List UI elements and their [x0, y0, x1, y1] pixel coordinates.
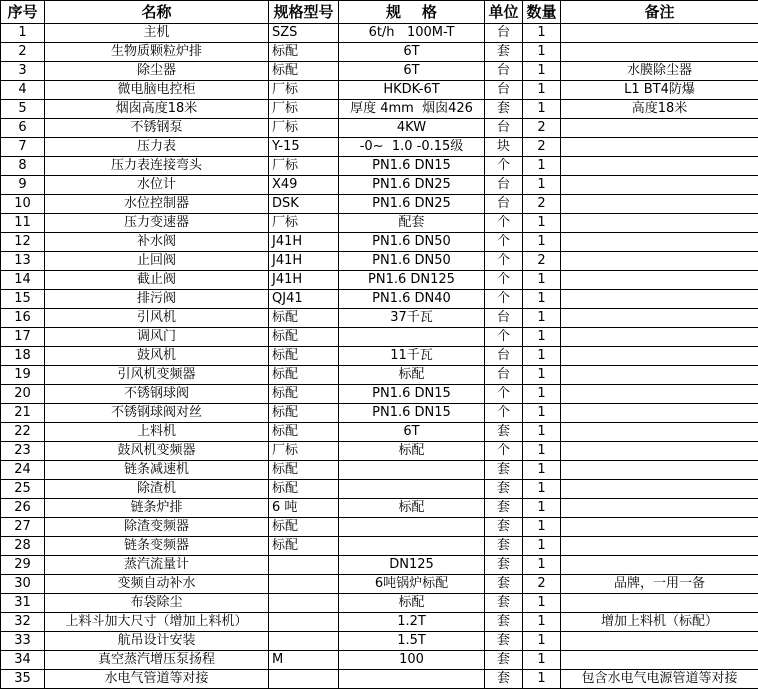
item-quantity: 1	[523, 556, 561, 575]
table-row	[1, 651, 758, 670]
item-name: 不锈钢球阀	[45, 385, 269, 404]
item-unit: 个	[485, 157, 523, 176]
item-unit: 套	[485, 594, 523, 613]
item-name: 链条减速机	[45, 461, 269, 480]
table-row	[1, 632, 758, 651]
item-model: QJ41	[269, 290, 339, 309]
item-quantity: 2	[523, 119, 561, 138]
item-model: 标配	[269, 461, 339, 480]
row-index: 22	[1, 423, 45, 442]
table-row	[1, 518, 758, 537]
item-name: 引风机变频器	[45, 366, 269, 385]
item-quantity: 1	[523, 214, 561, 233]
table-row	[1, 461, 758, 480]
item-model	[269, 632, 339, 651]
item-name: 除尘器	[45, 62, 269, 81]
item-remark	[561, 290, 758, 309]
item-model: 厂标	[269, 119, 339, 138]
row-index: 9	[1, 176, 45, 195]
item-remark	[561, 138, 758, 157]
item-unit: 个	[485, 214, 523, 233]
row-index: 10	[1, 195, 45, 214]
table-row	[1, 119, 758, 138]
item-unit: 个	[485, 328, 523, 347]
item-unit: 套	[485, 423, 523, 442]
table-row	[1, 404, 758, 423]
row-index: 25	[1, 480, 45, 499]
item-quantity: 1	[523, 480, 561, 499]
item-quantity: 1	[523, 537, 561, 556]
item-quantity: 1	[523, 461, 561, 480]
item-quantity: 1	[523, 518, 561, 537]
item-quantity: 1	[523, 100, 561, 119]
item-spec	[339, 461, 485, 480]
item-model	[269, 575, 339, 594]
item-spec: 标配	[339, 499, 485, 518]
item-unit: 个	[485, 271, 523, 290]
item-quantity: 1	[523, 309, 561, 328]
item-spec: 厚度 4mm 烟囱426	[339, 100, 485, 119]
row-index: 18	[1, 347, 45, 366]
item-unit: 台	[485, 119, 523, 138]
item-remark	[561, 214, 758, 233]
item-spec: PN1.6 DN25	[339, 176, 485, 195]
row-index: 32	[1, 613, 45, 632]
item-model: 厂标	[269, 157, 339, 176]
item-spec: 4KW	[339, 119, 485, 138]
item-unit: 套	[485, 537, 523, 556]
header-quantity: 数量	[523, 1, 561, 24]
header-spec: 规 格	[339, 1, 485, 24]
item-unit: 套	[485, 670, 523, 689]
item-model: DSK	[269, 195, 339, 214]
row-index: 33	[1, 632, 45, 651]
item-model	[269, 594, 339, 613]
item-unit: 台	[485, 309, 523, 328]
item-model: J41H	[269, 252, 339, 271]
item-remark	[561, 176, 758, 195]
item-quantity: 1	[523, 594, 561, 613]
row-index: 4	[1, 81, 45, 100]
table-row	[1, 556, 758, 575]
table-row	[1, 138, 758, 157]
item-name: 蒸汽流量计	[45, 556, 269, 575]
item-remark: 增加上料机（标配）	[561, 613, 758, 632]
row-index: 30	[1, 575, 45, 594]
item-spec: 6T	[339, 43, 485, 62]
item-unit: 台	[485, 24, 523, 43]
table-row	[1, 366, 758, 385]
row-index: 24	[1, 461, 45, 480]
item-unit: 套	[485, 632, 523, 651]
item-model: 厂标	[269, 214, 339, 233]
item-model: 标配	[269, 328, 339, 347]
item-quantity: 2	[523, 575, 561, 594]
item-model: M	[269, 651, 339, 670]
item-model: 标配	[269, 518, 339, 537]
header-index: 序号	[1, 1, 45, 24]
item-spec: 37千瓦	[339, 309, 485, 328]
item-unit: 套	[485, 480, 523, 499]
row-index: 16	[1, 309, 45, 328]
item-remark: 高度18米	[561, 100, 758, 119]
row-index: 12	[1, 233, 45, 252]
table-row	[1, 309, 758, 328]
item-quantity: 1	[523, 62, 561, 81]
item-quantity: 1	[523, 613, 561, 632]
table-row	[1, 480, 758, 499]
item-name: 航吊设计安装	[45, 632, 269, 651]
item-spec: 标配	[339, 594, 485, 613]
row-index: 11	[1, 214, 45, 233]
item-quantity: 1	[523, 271, 561, 290]
item-name: 排污阀	[45, 290, 269, 309]
item-name: 链条变频器	[45, 537, 269, 556]
item-unit: 个	[485, 252, 523, 271]
item-unit: 块	[485, 138, 523, 157]
item-remark	[561, 328, 758, 347]
row-index: 8	[1, 157, 45, 176]
item-model: 标配	[269, 43, 339, 62]
table-row	[1, 176, 758, 195]
item-model: 厂标	[269, 81, 339, 100]
table-row	[1, 328, 758, 347]
table-row	[1, 62, 758, 81]
item-name: 上料机	[45, 423, 269, 442]
item-spec	[339, 537, 485, 556]
header-name: 名称	[45, 1, 269, 24]
table-row	[1, 385, 758, 404]
item-model: Y-15	[269, 138, 339, 157]
item-spec	[339, 480, 485, 499]
row-index: 26	[1, 499, 45, 518]
item-spec: HKDK-6T	[339, 81, 485, 100]
item-model: 标配	[269, 366, 339, 385]
item-model: 标配	[269, 480, 339, 499]
item-name: 水位计	[45, 176, 269, 195]
item-spec	[339, 518, 485, 537]
item-quantity: 2	[523, 195, 561, 214]
item-model	[269, 556, 339, 575]
table-row	[1, 670, 758, 689]
item-name: 除渣变频器	[45, 518, 269, 537]
item-remark	[561, 24, 758, 43]
item-name: 生物质颗粒炉排	[45, 43, 269, 62]
row-index: 17	[1, 328, 45, 347]
row-index: 2	[1, 43, 45, 62]
item-quantity: 1	[523, 404, 561, 423]
table-row	[1, 290, 758, 309]
item-remark	[561, 651, 758, 670]
row-index: 31	[1, 594, 45, 613]
item-spec: -0~ 1.0 -0.15级	[339, 138, 485, 157]
table-body	[1, 24, 758, 689]
item-model: 标配	[269, 537, 339, 556]
header-remark: 备注	[561, 1, 758, 24]
row-index: 23	[1, 442, 45, 461]
item-remark	[561, 632, 758, 651]
item-remark	[561, 366, 758, 385]
item-model: 标配	[269, 423, 339, 442]
item-unit: 套	[485, 518, 523, 537]
item-quantity: 2	[523, 138, 561, 157]
item-spec: 11千瓦	[339, 347, 485, 366]
item-model	[269, 613, 339, 632]
item-remark	[561, 119, 758, 138]
item-name: 水电气管道等对接	[45, 670, 269, 689]
item-spec: DN125	[339, 556, 485, 575]
table-row	[1, 423, 758, 442]
item-remark	[561, 157, 758, 176]
item-model	[269, 670, 339, 689]
item-quantity: 1	[523, 442, 561, 461]
item-spec: 6t/h 100M-T	[339, 24, 485, 43]
item-unit: 台	[485, 195, 523, 214]
item-model: J41H	[269, 233, 339, 252]
row-index: 7	[1, 138, 45, 157]
row-index: 3	[1, 62, 45, 81]
item-unit: 台	[485, 62, 523, 81]
item-remark	[561, 404, 758, 423]
item-remark	[561, 556, 758, 575]
item-remark	[561, 252, 758, 271]
item-remark	[561, 461, 758, 480]
item-spec: PN1.6 DN15	[339, 157, 485, 176]
item-name: 止回阀	[45, 252, 269, 271]
row-index: 21	[1, 404, 45, 423]
item-spec: 1.2T	[339, 613, 485, 632]
table-row	[1, 252, 758, 271]
row-index: 35	[1, 670, 45, 689]
item-unit: 套	[485, 100, 523, 119]
item-quantity: 1	[523, 290, 561, 309]
item-model: 厂标	[269, 100, 339, 119]
header-row	[1, 1, 758, 24]
item-spec	[339, 328, 485, 347]
item-spec: 6T	[339, 423, 485, 442]
table-row	[1, 233, 758, 252]
item-name: 压力表连接弯头	[45, 157, 269, 176]
item-name: 链条炉排	[45, 499, 269, 518]
item-remark	[561, 385, 758, 404]
item-unit: 个	[485, 385, 523, 404]
item-unit: 套	[485, 613, 523, 632]
item-remark	[561, 423, 758, 442]
item-name: 变频自动补水	[45, 575, 269, 594]
item-spec: PN1.6 DN15	[339, 385, 485, 404]
item-unit: 套	[485, 575, 523, 594]
item-spec	[339, 670, 485, 689]
header-model: 规格型号	[269, 1, 339, 24]
item-spec: PN1.6 DN125	[339, 271, 485, 290]
item-model: 标配	[269, 404, 339, 423]
item-name: 不锈钢球阀对丝	[45, 404, 269, 423]
table-row	[1, 613, 758, 632]
item-remark: 水膜除尘器	[561, 62, 758, 81]
table-row	[1, 537, 758, 556]
table-row	[1, 100, 758, 119]
row-index: 13	[1, 252, 45, 271]
item-model: 标配	[269, 62, 339, 81]
item-name: 烟囱高度18米	[45, 100, 269, 119]
item-name: 压力变速器	[45, 214, 269, 233]
item-quantity: 1	[523, 651, 561, 670]
item-quantity: 1	[523, 43, 561, 62]
item-quantity: 1	[523, 328, 561, 347]
item-unit: 台	[485, 347, 523, 366]
item-spec: 100	[339, 651, 485, 670]
item-name: 上料斗加大尺寸（增加上料机）	[45, 613, 269, 632]
item-spec: 标配	[339, 442, 485, 461]
item-remark	[561, 537, 758, 556]
row-index: 1	[1, 24, 45, 43]
item-quantity: 1	[523, 670, 561, 689]
item-spec: 1.5T	[339, 632, 485, 651]
item-unit: 套	[485, 556, 523, 575]
item-unit: 台	[485, 81, 523, 100]
item-model: 厂标	[269, 442, 339, 461]
row-index: 19	[1, 366, 45, 385]
item-remark	[561, 347, 758, 366]
item-unit: 套	[485, 461, 523, 480]
item-quantity: 1	[523, 157, 561, 176]
item-unit: 套	[485, 499, 523, 518]
row-index: 27	[1, 518, 45, 537]
row-index: 29	[1, 556, 45, 575]
item-spec: 标配	[339, 366, 485, 385]
item-name: 水位控制器	[45, 195, 269, 214]
item-spec: PN1.6 DN40	[339, 290, 485, 309]
item-name: 不锈钢泵	[45, 119, 269, 138]
item-name: 补水阀	[45, 233, 269, 252]
item-remark	[561, 480, 758, 499]
item-remark	[561, 195, 758, 214]
table-row	[1, 24, 758, 43]
item-remark	[561, 309, 758, 328]
row-index: 6	[1, 119, 45, 138]
item-model: 标配	[269, 347, 339, 366]
table-row	[1, 157, 758, 176]
item-model: J41H	[269, 271, 339, 290]
item-remark	[561, 271, 758, 290]
item-name: 截止阀	[45, 271, 269, 290]
item-name: 微电脑电控柜	[45, 81, 269, 100]
item-name: 鼓风机变频器	[45, 442, 269, 461]
item-unit: 个	[485, 442, 523, 461]
item-name: 真空蒸汽增压泵扬程	[45, 651, 269, 670]
table-row	[1, 594, 758, 613]
table-row	[1, 43, 758, 62]
item-unit: 套	[485, 43, 523, 62]
item-remark	[561, 43, 758, 62]
item-unit: 台	[485, 366, 523, 385]
item-name: 布袋除尘	[45, 594, 269, 613]
item-remark: 品牌，一用一备	[561, 575, 758, 594]
item-remark: 包含水电气电源管道等对接	[561, 670, 758, 689]
item-model: SZS	[269, 24, 339, 43]
row-index: 5	[1, 100, 45, 119]
item-unit: 个	[485, 404, 523, 423]
item-unit: 个	[485, 290, 523, 309]
item-quantity: 1	[523, 176, 561, 195]
item-model: X49	[269, 176, 339, 195]
item-quantity: 1	[523, 366, 561, 385]
item-remark	[561, 233, 758, 252]
table-row	[1, 442, 758, 461]
table-row	[1, 499, 758, 518]
row-index: 14	[1, 271, 45, 290]
table-row	[1, 575, 758, 594]
item-model: 标配	[269, 309, 339, 328]
item-spec: PN1.6 DN15	[339, 404, 485, 423]
table-row	[1, 271, 758, 290]
item-unit: 台	[485, 176, 523, 195]
item-spec: PN1.6 DN50	[339, 252, 485, 271]
item-name: 引风机	[45, 309, 269, 328]
row-index: 15	[1, 290, 45, 309]
item-name: 鼓风机	[45, 347, 269, 366]
item-model: 6 吨	[269, 499, 339, 518]
table-row	[1, 214, 758, 233]
table-row	[1, 347, 758, 366]
item-remark	[561, 499, 758, 518]
item-quantity: 1	[523, 632, 561, 651]
row-index: 28	[1, 537, 45, 556]
item-model: 标配	[269, 385, 339, 404]
item-quantity: 2	[523, 252, 561, 271]
table-row	[1, 81, 758, 100]
item-remark	[561, 594, 758, 613]
item-remark	[561, 518, 758, 537]
item-spec: PN1.6 DN50	[339, 233, 485, 252]
item-unit: 个	[485, 233, 523, 252]
item-spec: 6吨锅炉标配	[339, 575, 485, 594]
item-quantity: 1	[523, 233, 561, 252]
item-name: 调风门	[45, 328, 269, 347]
header-unit: 单位	[485, 1, 523, 24]
item-spec: 6T	[339, 62, 485, 81]
item-spec: PN1.6 DN25	[339, 195, 485, 214]
item-quantity: 1	[523, 423, 561, 442]
item-quantity: 1	[523, 24, 561, 43]
item-remark	[561, 442, 758, 461]
item-spec: 配套	[339, 214, 485, 233]
item-quantity: 1	[523, 81, 561, 100]
item-quantity: 1	[523, 347, 561, 366]
item-unit: 套	[485, 651, 523, 670]
row-index: 34	[1, 651, 45, 670]
item-quantity: 1	[523, 385, 561, 404]
row-index: 20	[1, 385, 45, 404]
item-quantity: 1	[523, 499, 561, 518]
item-name: 主机	[45, 24, 269, 43]
table-row	[1, 195, 758, 214]
item-remark: L1 BT4防爆	[561, 81, 758, 100]
item-name: 除渣机	[45, 480, 269, 499]
item-name: 压力表	[45, 138, 269, 157]
